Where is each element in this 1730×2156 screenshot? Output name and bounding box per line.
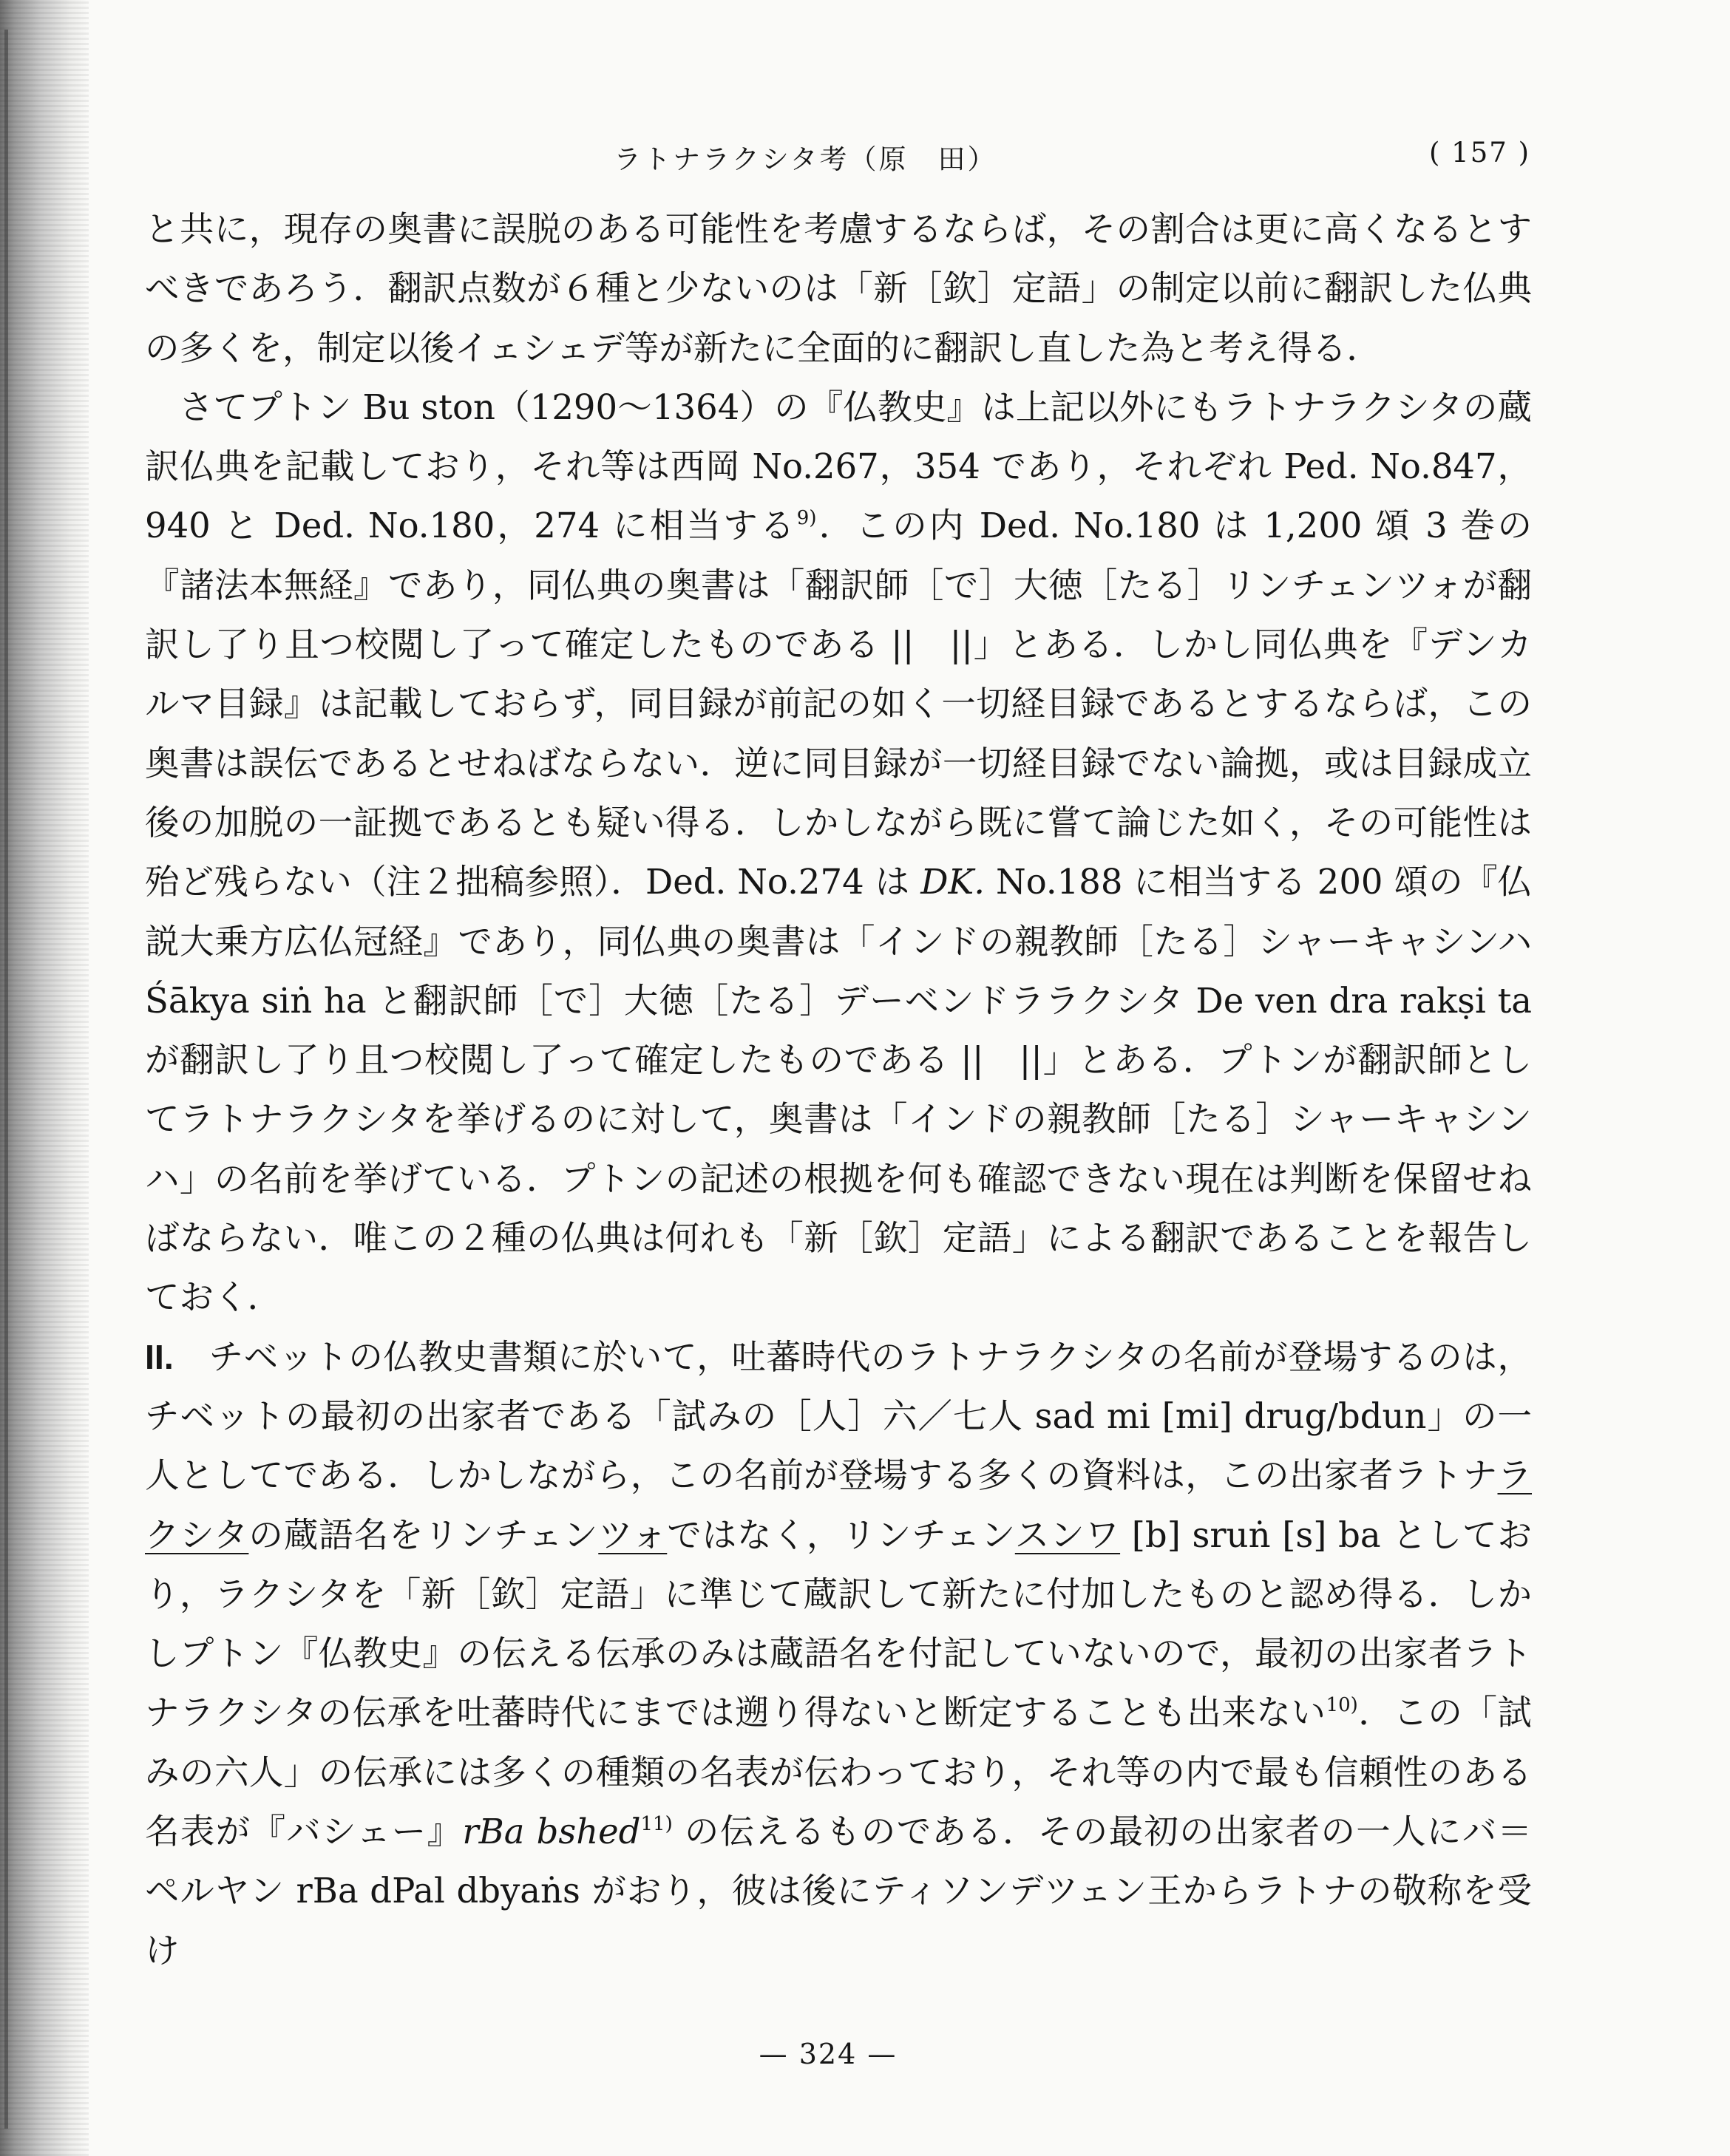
underlined-raksita: ラクシタ [145, 1455, 1532, 1555]
footnote-ref-11: 11) [640, 1813, 673, 1836]
s2-text-6: の伝えるものである．その最初の出家者の一人にバ＝ペルヤン rBa dPal dbyaṅs がおり，彼は後にティソンデツェン王からラトナの敬称を受け [145, 1812, 1533, 1970]
scan-shadow-edge [0, 0, 89, 2156]
p2-text-2: ．この内 Ded. No.180 は 1,200 頌 3 巻の『諸法本無経』であり，同仏典の奥書は「翻訳師［で］大徳［たる］リンチェンツォが翻訳し了り且つ校閲し了って確定したものである || ||」とある．しかし同仏典を『デンカルマ目録』は記載しておらず，同目録が前記の如く一切経目録であるとするならば，この奥書は誤伝であるとせねばならない．逆に同目録が一切経目録でない論拠，或は目録成立後の加脱の一証拠であるとも疑い得る．しかしながら既に嘗て論じた如く，その可能性は殆ど残らない（注２拙稿参照）．Ded. No.274 は [145, 506, 1532, 902]
s2-text-3: ではなく，リンチェン [667, 1514, 1015, 1555]
section-2-paragraph [145, 1327, 1532, 1980]
s2-text-2: の蔵語名をリンチェン [248, 1514, 599, 1555]
page-number-top: ( 157 ) [1428, 137, 1530, 169]
s2-text-4: [b] sruṅ [s] ba としており，ラクシタを「新［欽］定語」に準じて蔵訳して新たに付加したものと認め得る．しかしプトン『仏教史』の伝える伝承のみは蔵語名を付記していないので，最初の出家者ラトナラクシタの伝承を吐蕃時代にまでは遡り得ないと断定することも出来ない [145, 1514, 1533, 1733]
italic-dk: DK. [920, 862, 986, 902]
underlined-sunwa: スンワ [1014, 1514, 1121, 1555]
paragraph-1: と共に，現存の奥書に誤脱のある可能性を考慮するならば，その割合は更に高くなるとすべきであろう．翻訳点数が６種と少ないのは「新［欽］定語」の制定以前に翻訳した仏典の多くを，制定以後イェシェデ等が新たに全面的に翻訳し直した為と考え得る． [145, 209, 1532, 368]
italic-rba-bshed: rBa bshed [462, 1812, 641, 1852]
footnote-ref-9: 9) [796, 507, 817, 530]
p2-text-1: さてプトン Bu ston（1290～1364）の『仏教史』は上記以外にもラトナラクシタの蔵訳仏典を記載しており，それ等は西岡 No.267，354 であり，それぞれ Ped. No.847，940 と Ded. No.180，274 に相当する [145, 387, 1532, 546]
paragraph-2 [145, 378, 1532, 1327]
p2-text-3: No.188 に相当する 200 頌の『仏説大乗方広仏冠経』であり，同仏典の奥書は「インドの親教師［たる］シャーキャシンハ Śākya siṅ ha と翻訳師［で］大徳［たる］デーベンドララクシタ De ven dra rakṣi ta が翻訳し了り且つ校閲し了って確定したものである || ||」とある．プトンが翻訳師としてラトナラクシタを挙げるのに対して，奥書は「インドの親教師［たる］シャーキャシンハ」の名前を挙げている．プトンの記述の根拠を何も確認できない現在は判断を保留せねばならない．唯この２種の仏典は何れも「新［欽］定語」による翻訳であることを報告しておく． [145, 862, 1532, 1318]
footnote-ref-10: 10) [1326, 1694, 1358, 1717]
s2-text-5: ．この「試みの六人」の伝承には多くの種類の名表が伝わっており，それ等の内で最も信頼性のある名表が『バシェー』 [145, 1693, 1533, 1852]
underlined-tso: ツォ [598, 1514, 668, 1555]
s2-text-1: チベットの仏教史書類に於いて，吐蕃時代のラトナラクシタの名前が登場するのは，チベットの最初の出家者である「試みの［人］六／七人 sad mi [mi] drug/bdun」の一人としてである．しかしながら，この名前が登場する多くの資料は，この出家者ラトナ [145, 1336, 1532, 1496]
page-header [148, 137, 1530, 181]
scan-edge-line [4, 30, 8, 2129]
body-text [145, 200, 1532, 1980]
running-title: ラトナラクシタ考（原 田） [614, 143, 997, 175]
section-number: II. [145, 1337, 174, 1376]
page-number-bottom: — 324 — [759, 2038, 898, 2070]
